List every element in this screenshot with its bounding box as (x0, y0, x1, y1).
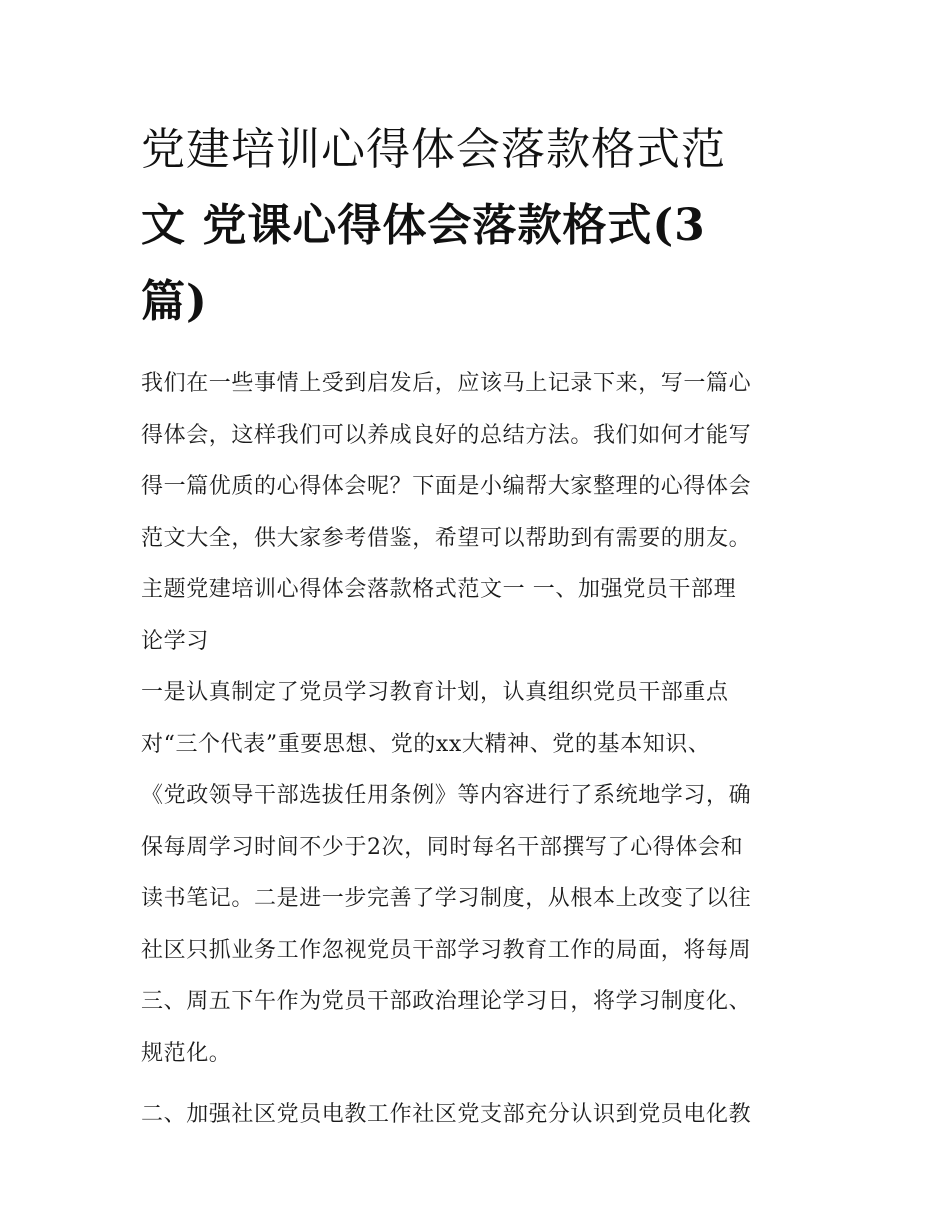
title-line: 篇) (141, 276, 208, 327)
paragraph-line: 三、周五下午作为党员干部政治理论学习日，将学习制度化、 (141, 989, 752, 1014)
paragraph-line: 对“三个代表”重要思想、党的xx大精神、党的基本知识、 (141, 731, 711, 757)
document-title (141, 112, 813, 340)
intro-line: 得体会，这样我们可以养成良好的总结方法。我们如何才能写 (141, 422, 752, 448)
document-body (141, 358, 813, 1141)
section-heading-line: 主题党建培训心得体会落款格式范文一 一、加强党员干部理 (141, 577, 737, 602)
document-page (141, 112, 813, 1141)
paragraph-line: 保每周学习时间不少于2次，同时每名干部撰写了心得体会和 (141, 834, 744, 860)
title-line: 党建培训心得体会落款格式范 (141, 124, 726, 175)
paragraph-line: 二、加强社区党员电教工作社区党支部充分认识到党员电化教 (141, 1102, 752, 1127)
paragraph-line: 一是认真制定了党员学习教育计划，认真组织党员干部重点 (141, 680, 729, 705)
section-heading-line: 论学习 (141, 628, 209, 654)
paragraph-line: 规范化。 (141, 1040, 232, 1066)
paragraph-line: 《党政领导干部选拔任用条例》等内容进行了系统地学习，确 (141, 783, 752, 808)
title-line: 文 党课心得体会落款格式(3 (141, 200, 706, 251)
intro-line: 得一篇优质的心得体会呢？下面是小编帮大家整理的心得体会 (141, 474, 752, 499)
paragraph-line: 社区只抓业务工作忽视党员干部学习教育工作的局面，将每周 (141, 937, 752, 963)
intro-line: 范文大全，供大家参考借鉴，希望可以帮助到有需要的朋友。 (141, 525, 752, 551)
paragraph-line: 读书笔记。二是进一步完善了学习制度，从根本上改变了以往 (141, 886, 752, 911)
intro-line: 我们在一些事情上受到启发后，应该马上记录下来，写一篇心 (141, 371, 752, 396)
